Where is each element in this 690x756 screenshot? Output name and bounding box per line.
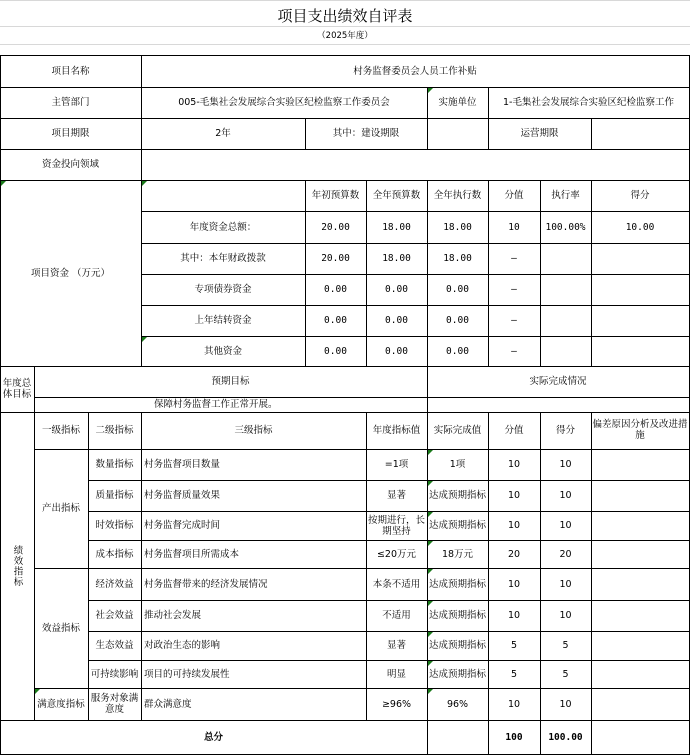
funds-cell: — <box>511 315 517 326</box>
period-label: 项目期限 <box>51 128 90 139</box>
cell-note-marker <box>428 632 433 637</box>
funds-cell <box>540 305 591 336</box>
indicator-value: 10 <box>507 520 521 531</box>
funds-row-label: 年度资金总额： <box>189 221 257 233</box>
funds-cell: 18.00 <box>382 221 411 233</box>
funds-cell <box>591 336 689 366</box>
cell-note-marker <box>428 88 433 93</box>
indicator-actual: 1项 <box>449 459 466 470</box>
indicator-level3: 村务监督项目所需成本 <box>144 548 240 560</box>
funds-cell: 20.00 <box>321 221 350 233</box>
indicator-value: 10 <box>507 610 521 621</box>
indicator-header-6: 得分 <box>555 425 575 436</box>
cell-note-marker <box>142 181 147 186</box>
funds-cell <box>540 336 591 366</box>
period-value: 2年 <box>215 128 231 139</box>
cell-note-marker <box>428 541 433 546</box>
indicator-actual: 达成预期指标 <box>428 668 486 680</box>
indicator-header-0: 一级指标 <box>41 425 80 436</box>
indicator-target: 显著 <box>386 640 406 651</box>
indicator-level1-0: 产出指标 <box>41 503 80 514</box>
funds-header-4: 执行率 <box>551 190 580 201</box>
indicator-score: 10 <box>559 610 572 621</box>
indicator-level3: 对政治生态的影响 <box>144 640 221 651</box>
indicator-value: 10 <box>507 459 521 470</box>
funds-cell: 18.00 <box>382 253 411 264</box>
funds-header-0: 年初预算数 <box>311 190 360 201</box>
total-value: 100 <box>505 731 523 743</box>
funds-cell: 100.00% <box>545 221 586 233</box>
cell-note-marker <box>428 689 433 694</box>
dept-label: 主管部门 <box>51 97 90 108</box>
indicator-score: 10 <box>559 459 572 470</box>
project-name-label: 项目名称 <box>51 65 90 77</box>
fund-field-label: 资金投向领域 <box>41 159 99 170</box>
indicator-level2: 成本指标 <box>95 548 134 560</box>
funds-cell: 0.00 <box>324 345 347 357</box>
indicator-score: 5 <box>562 668 569 680</box>
indicator-level2: 服务对象满意度 <box>90 693 139 715</box>
indicator-score: 10 <box>559 698 572 710</box>
indicator-level3: 村务监督完成时间 <box>144 520 221 531</box>
indicator-header-3: 年度指标值 <box>372 425 421 436</box>
indicator-level1-1: 效益指标 <box>41 622 80 634</box>
funds-cell: 0.00 <box>385 345 408 357</box>
indicator-actual: 达成预期指标 <box>428 610 486 621</box>
total-score: 100.00 <box>548 731 583 743</box>
funds-row-label: 专项债券资金 <box>194 284 252 295</box>
funds-cell: 0.00 <box>324 284 347 295</box>
actual-result-text <box>427 397 689 412</box>
project-name: 村务监督委员会人员工作补贴 <box>353 65 477 77</box>
cell-note-marker <box>35 689 40 694</box>
indicator-actual: 18万元 <box>441 548 474 560</box>
indicator-level3: 村务监督项目数量 <box>144 459 221 470</box>
funds-header-3: 分值 <box>504 190 524 201</box>
funds-cell: 0.00 <box>446 284 469 295</box>
funds-row-label: 其中：本年财政拨款 <box>180 253 266 264</box>
indicator-header-2: 三级指标 <box>234 425 273 436</box>
cell-note-marker <box>428 450 433 455</box>
indicator-score: 20 <box>559 548 572 560</box>
funds-cell: 0.00 <box>385 315 408 326</box>
indicator-level2: 数量指标 <box>95 459 134 470</box>
grid-line <box>0 0 690 1</box>
indicator-value: 20 <box>507 548 521 560</box>
total-label: 总分 <box>203 731 223 743</box>
indicator-actual: 达成预期指标 <box>428 520 486 531</box>
indicator-actual: 达成预期指标 <box>428 578 486 590</box>
funds-header-1: 全年预算数 <box>372 190 421 201</box>
indicator-value: 5 <box>510 668 518 680</box>
funds-cell: 0.00 <box>324 315 347 326</box>
indicator-value: 10 <box>507 490 521 501</box>
funds-label: 项目资金 （万元） <box>30 267 111 279</box>
build-period-label: 其中：建设期限 <box>332 128 400 139</box>
indicator-level3: 项目的可持续发展性 <box>144 668 230 680</box>
indicator-target: 不适用 <box>382 610 411 621</box>
indicator-target: ≤20万元 <box>376 548 417 560</box>
year-label: （2025年度） <box>317 30 373 41</box>
expected-goal-label: 预期目标 <box>211 376 250 387</box>
grid-line <box>591 118 592 150</box>
indicator-header-7: 偏差原因分析及改进措施 <box>592 419 688 441</box>
indicator-target: ≥96% <box>381 698 412 710</box>
grid-line <box>427 720 428 755</box>
indicator-value: 10 <box>507 578 521 590</box>
funds-cell: 18.00 <box>443 253 472 264</box>
indicator-target: 按期进行，长期坚持 <box>367 514 425 537</box>
funds-cell: 0.00 <box>385 284 408 295</box>
grid-line <box>0 44 690 45</box>
indicator-level3: 村务监督带来的经济发展情况 <box>144 578 268 590</box>
indicator-level3: 推动社会发展 <box>144 610 202 621</box>
funds-cell: — <box>511 284 517 295</box>
indicator-actual: 达成预期指标 <box>428 490 486 501</box>
funds-row-label: 其他资金 <box>203 345 242 357</box>
cell-note-marker <box>428 661 433 666</box>
cell-note-marker <box>428 512 433 517</box>
indicator-score: 5 <box>562 640 569 651</box>
funds-cell <box>591 274 689 305</box>
indicator-actual: 达成预期指标 <box>428 640 486 651</box>
cell-note-marker <box>142 337 147 342</box>
indicator-actual: 96% <box>446 698 469 710</box>
cell-note-marker <box>428 481 433 486</box>
impl-value: 1-毛集社会发展综合实验区纪检监察工作 <box>503 97 674 108</box>
indicator-level2: 时效指标 <box>95 520 134 531</box>
funds-cell: 18.00 <box>443 221 472 233</box>
funds-cell: 20.00 <box>321 253 350 264</box>
indicator-level1-2: 满意度指标 <box>37 698 85 710</box>
expected-goal-text: 保障村务监督工作正常开展。 <box>154 399 278 410</box>
funds-header-2: 全年执行数 <box>433 190 482 201</box>
funds-cell <box>591 243 689 274</box>
indicator-level2: 社会效益 <box>95 610 134 621</box>
funds-cell <box>540 243 591 274</box>
funds-cell: — <box>511 345 517 357</box>
funds-cell: 0.00 <box>446 345 469 357</box>
funds-cell: 0.00 <box>446 315 469 326</box>
indicator-level3: 村务监督质量效果 <box>144 490 221 501</box>
goals-side-label: 年度总体目标 <box>2 378 32 400</box>
indicator-header-4: 实际完成值 <box>433 425 482 436</box>
indicator-score: 10 <box>559 490 572 501</box>
indicator-header-1: 二级指标 <box>95 425 134 436</box>
indicator-level2: 经济效益 <box>95 578 134 590</box>
cell-note-marker <box>428 569 433 574</box>
indicator-target: 明显 <box>386 668 406 680</box>
funds-cell: 10 <box>508 221 520 233</box>
funds-row-label: 上年结转资金 <box>194 315 252 326</box>
indicator-level2: 质量指标 <box>95 490 134 501</box>
indicator-header-5: 分值 <box>504 425 524 436</box>
funds-cell <box>591 305 689 336</box>
page-title: 项目支出绩效自评表 <box>277 6 413 25</box>
funds-cell: — <box>511 253 517 264</box>
grid-line <box>591 412 592 721</box>
indicator-target: =1项 <box>384 459 409 470</box>
indicator-value: 5 <box>510 640 518 651</box>
funds-cell <box>540 274 591 305</box>
indicator-level3: 群众满意度 <box>144 698 192 710</box>
funds-cell: 10.00 <box>625 221 655 233</box>
indicator-target: 本条不适用 <box>372 578 421 590</box>
indicators-side-label: 绩效指标 <box>11 545 23 587</box>
cell-note-marker <box>1 181 6 186</box>
op-period-label: 运营期限 <box>520 128 559 139</box>
dept-value: 005-毛集社会发展综合实验区纪检监察工作委员会 <box>178 97 390 108</box>
actual-result-label: 实际完成情况 <box>529 376 587 387</box>
grid-line <box>591 720 592 755</box>
indicator-score: 10 <box>559 520 572 531</box>
indicator-score: 10 <box>559 578 572 590</box>
indicator-value: 10 <box>507 698 521 710</box>
funds-header-5: 得分 <box>630 190 650 201</box>
grid-line <box>0 754 690 755</box>
impl-label: 实施单位 <box>438 97 477 108</box>
indicator-target: 显著 <box>386 490 406 501</box>
indicator-level2: 可持续影响 <box>90 668 139 680</box>
indicator-level2: 生态效益 <box>95 640 134 651</box>
cell-note-marker <box>428 601 433 606</box>
